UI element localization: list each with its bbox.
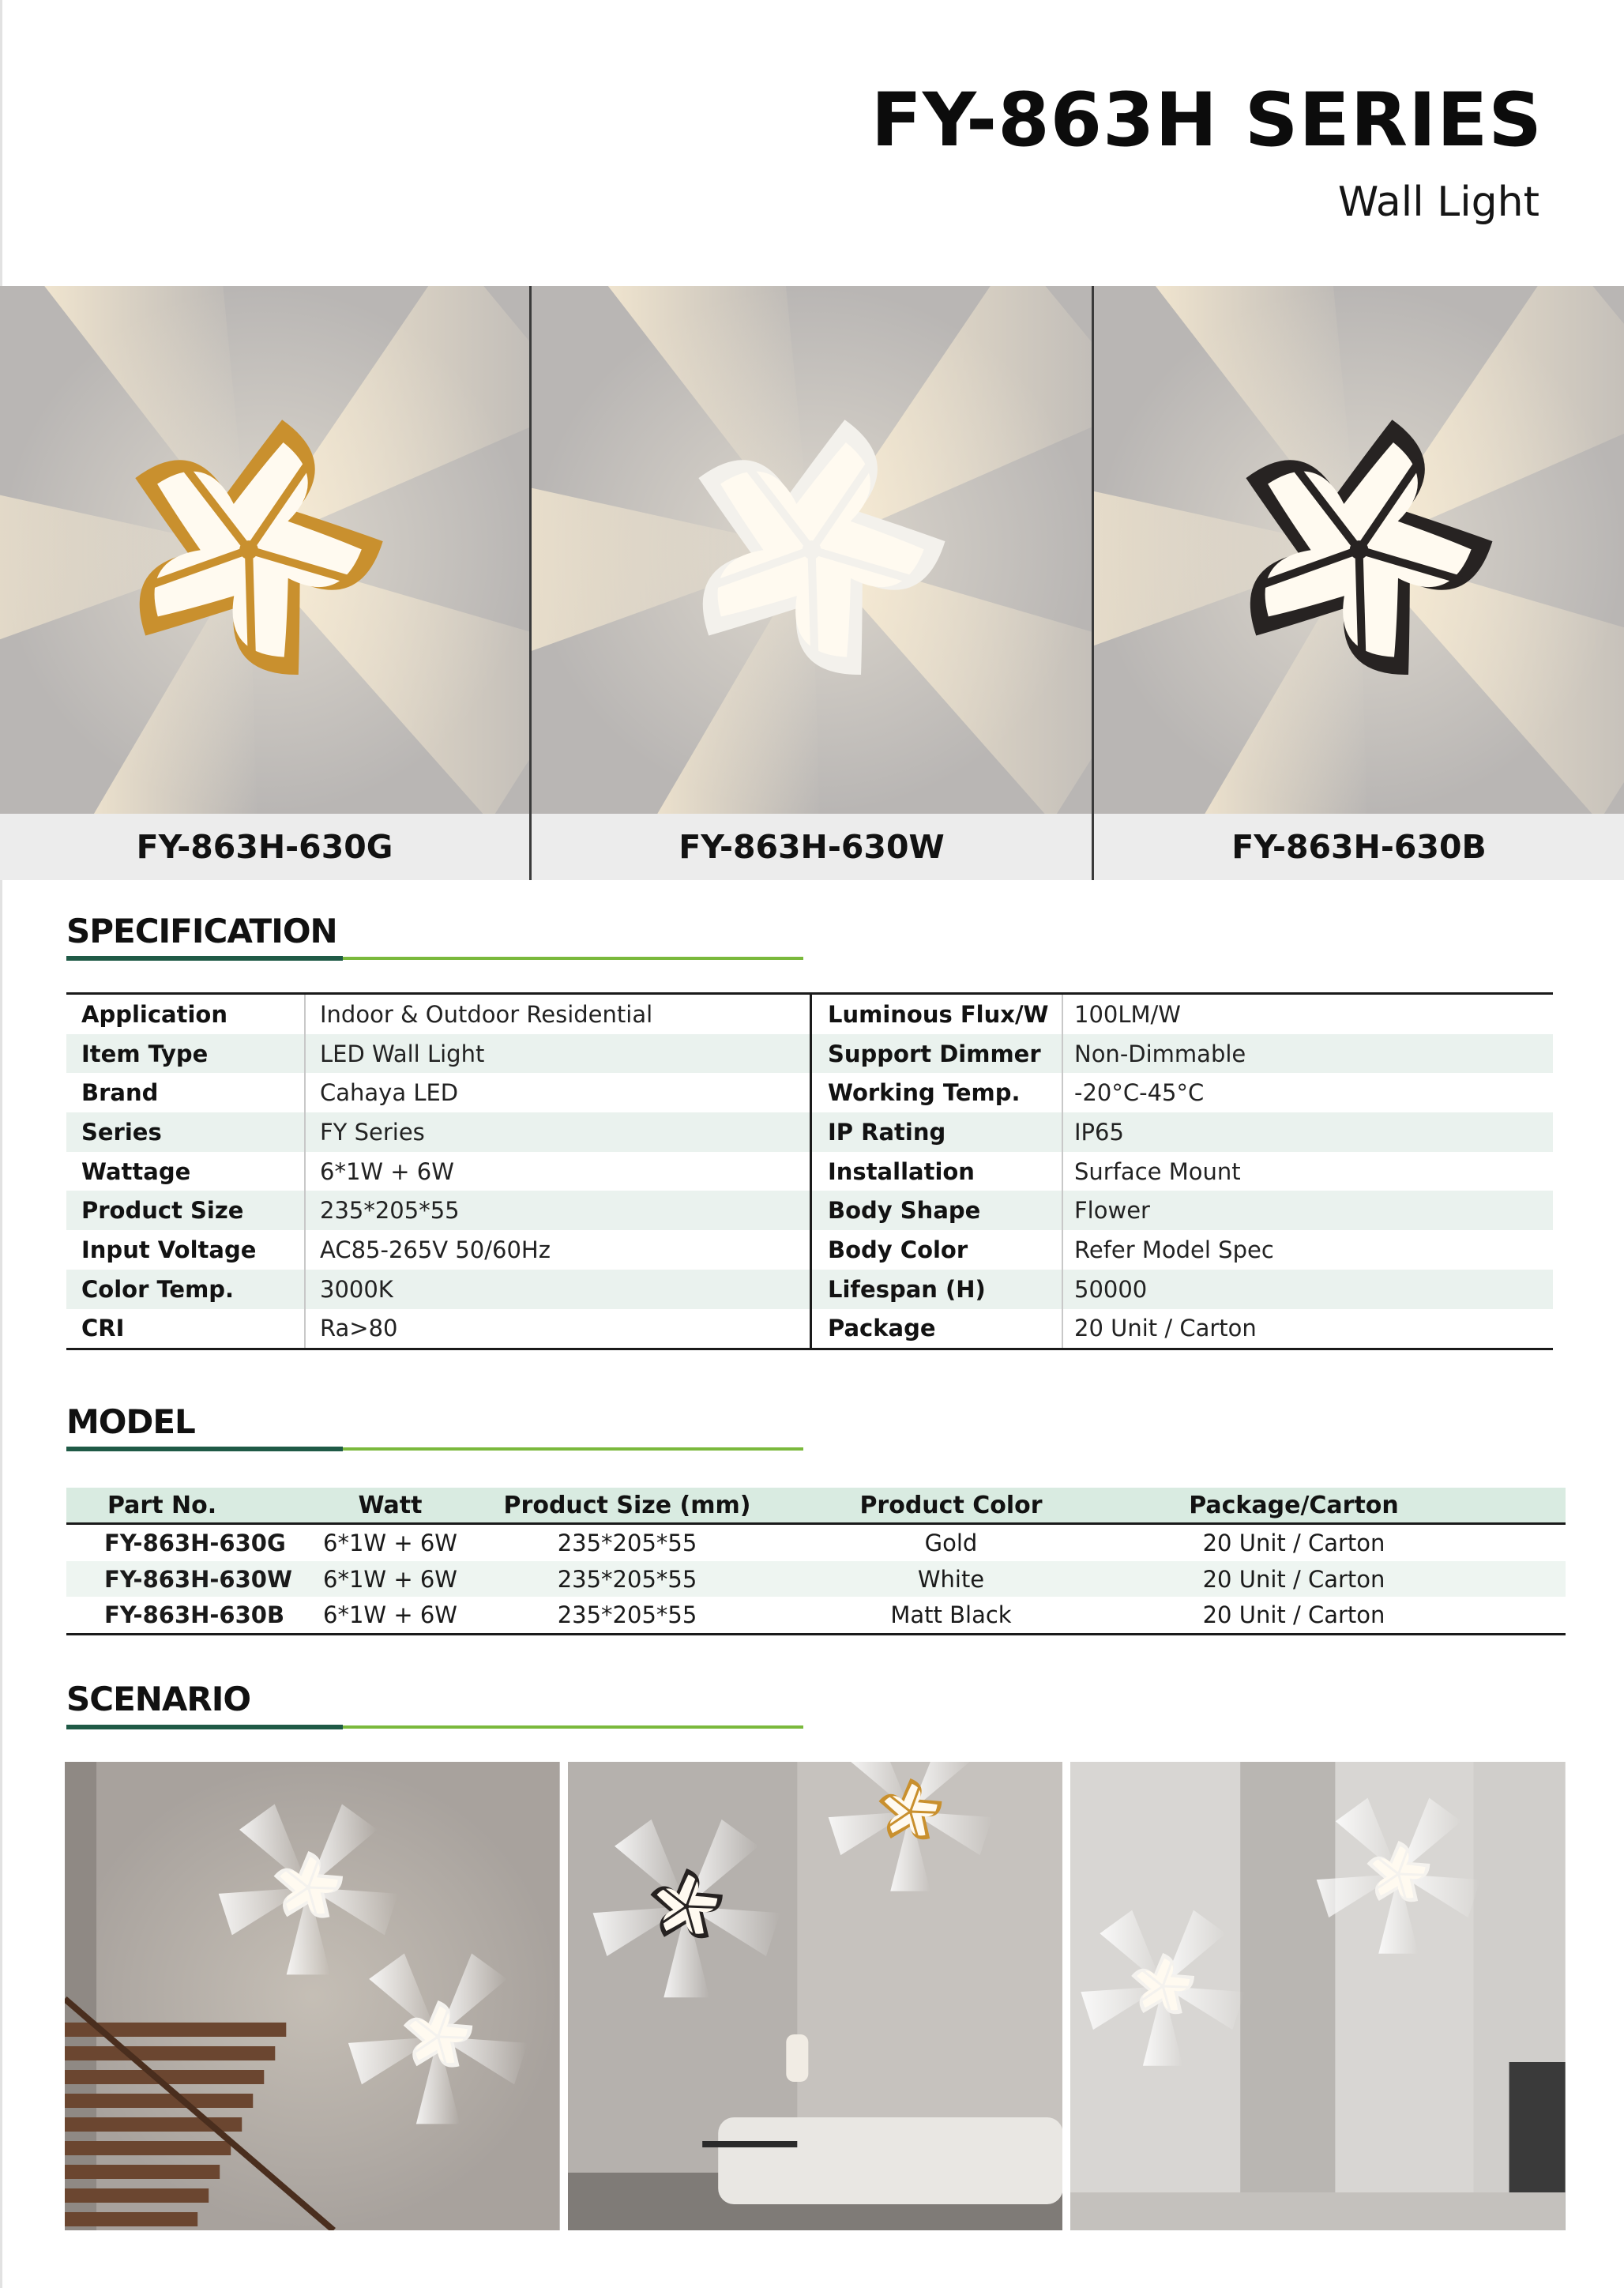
model-table-header <box>66 1488 1566 1525</box>
product-card <box>0 286 529 880</box>
product-photo <box>532 286 1092 814</box>
spec-label: Color Temp. <box>81 1275 235 1303</box>
spec-row <box>812 1230 1553 1270</box>
spec-row <box>812 1112 1553 1152</box>
model-row <box>66 1561 1566 1597</box>
spec-value: 235*205*55 <box>304 1191 810 1230</box>
spec-label: Brand <box>81 1079 159 1107</box>
section-rule <box>66 1725 803 1729</box>
spec-column-left <box>66 995 810 1348</box>
product-card <box>529 286 1092 880</box>
spec-label: Product Size <box>81 1197 244 1225</box>
product-photo <box>0 286 529 814</box>
spec-label: Series <box>81 1118 162 1146</box>
spec-value: 20 Unit / Carton <box>1062 1309 1553 1349</box>
spec-label: Support Dimmer <box>828 1040 1041 1067</box>
model-cell: 20 Unit / Carton <box>1202 1565 1385 1593</box>
spec-value: 6*1W + 6W <box>304 1152 810 1191</box>
spec-row <box>812 1073 1553 1112</box>
spec-row <box>66 1152 810 1191</box>
spec-row <box>812 1152 1553 1191</box>
spec-label: Installation <box>828 1157 975 1185</box>
spec-value: Refer Model Spec <box>1062 1230 1553 1270</box>
scenario-photo-staircase <box>65 1762 560 2230</box>
spec-label: Input Voltage <box>81 1236 257 1263</box>
series-subtitle: Wall Light <box>1337 179 1539 226</box>
model-cell: Gold <box>924 1529 978 1556</box>
section-rule <box>66 1447 803 1451</box>
series-title: FY-863H SERIES <box>870 77 1543 164</box>
spec-column-right <box>810 995 1553 1348</box>
product-photo <box>1094 286 1624 814</box>
spec-label: Luminous Flux/W <box>828 1000 1049 1028</box>
model-column-header: Product Color <box>859 1491 1043 1519</box>
product-code: FY-863H-630B <box>1094 814 1624 880</box>
spec-row <box>66 1230 810 1270</box>
spec-row <box>66 1191 810 1230</box>
spec-row <box>812 1309 1553 1349</box>
spec-value: -20°C-45°C <box>1062 1073 1553 1112</box>
spec-value: FY Series <box>304 1112 810 1152</box>
model-row <box>66 1597 1566 1633</box>
spec-value: Indoor & Outdoor Residential <box>304 995 810 1034</box>
product-gallery <box>0 286 1624 880</box>
model-row <box>66 1525 1566 1561</box>
model-cell: 235*205*55 <box>557 1601 697 1629</box>
model-column-header: Product Size (mm) <box>503 1491 751 1519</box>
spec-row <box>66 1309 810 1349</box>
scenario-heading: SCENARIO <box>66 1680 251 1718</box>
spec-value: Surface Mount <box>1062 1152 1553 1191</box>
model-cell: FY-863H-630W <box>104 1565 292 1593</box>
scenario-photo-corridor <box>1070 1762 1566 2230</box>
spec-label: Lifespan (H) <box>828 1275 986 1303</box>
model-cell: White <box>917 1565 985 1593</box>
model-cell: FY-863H-630B <box>104 1601 285 1629</box>
spec-label: Body Color <box>828 1236 968 1263</box>
spec-label: Working Temp. <box>828 1079 1021 1107</box>
spec-row <box>66 1073 810 1112</box>
model-cell: 20 Unit / Carton <box>1202 1601 1385 1629</box>
spec-label: Wattage <box>81 1157 191 1185</box>
spec-row <box>66 1270 810 1309</box>
model-cell: 6*1W + 6W <box>323 1565 457 1593</box>
spec-label: CRI <box>81 1315 125 1342</box>
spec-value: 50000 <box>1062 1270 1553 1309</box>
spec-value: Non-Dimmable <box>1062 1034 1553 1074</box>
spec-value: IP65 <box>1062 1112 1553 1152</box>
model-table <box>66 1488 1566 1635</box>
specification-heading: SPECIFICATION <box>66 912 337 950</box>
model-column-header: Watt <box>358 1491 423 1519</box>
spec-value: AC85-265V 50/60Hz <box>304 1230 810 1270</box>
model-cell: 235*205*55 <box>557 1529 697 1556</box>
spec-label: Package <box>828 1315 936 1342</box>
spec-label: Body Shape <box>828 1197 981 1225</box>
spec-row <box>66 1112 810 1152</box>
product-code: FY-863H-630W <box>532 814 1092 880</box>
spec-value: LED Wall Light <box>304 1034 810 1074</box>
scenario-gallery <box>65 1762 1566 2230</box>
model-heading: MODEL <box>66 1402 195 1441</box>
model-column-header: Package/Carton <box>1189 1491 1399 1519</box>
section-rule <box>66 956 803 961</box>
model-cell: Matt Black <box>890 1601 1012 1629</box>
spec-value: Ra>80 <box>304 1309 810 1349</box>
specification-table <box>66 992 1553 1350</box>
model-cell: 235*205*55 <box>557 1565 697 1593</box>
model-cell: FY-863H-630G <box>104 1529 286 1556</box>
spec-value: Cahaya LED <box>304 1073 810 1112</box>
spec-value: 100LM/W <box>1062 995 1553 1034</box>
spec-value: 3000K <box>304 1270 810 1309</box>
spec-row <box>812 995 1553 1034</box>
spec-label: Application <box>81 1000 227 1028</box>
spec-row <box>66 1034 810 1074</box>
scenario-photo-living-room <box>568 1762 1063 2230</box>
spec-row <box>66 995 810 1034</box>
product-card <box>1092 286 1624 880</box>
model-column-header: Part No. <box>107 1491 217 1519</box>
model-cell: 6*1W + 6W <box>323 1601 457 1629</box>
model-cell: 6*1W + 6W <box>323 1529 457 1556</box>
spec-row <box>812 1034 1553 1074</box>
spec-label: Item Type <box>81 1040 209 1067</box>
spec-value: Flower <box>1062 1191 1553 1230</box>
model-cell: 20 Unit / Carton <box>1202 1529 1385 1556</box>
spec-row <box>812 1191 1553 1230</box>
spec-label: IP Rating <box>828 1118 946 1146</box>
product-code: FY-863H-630G <box>0 814 529 880</box>
spec-row <box>812 1270 1553 1309</box>
